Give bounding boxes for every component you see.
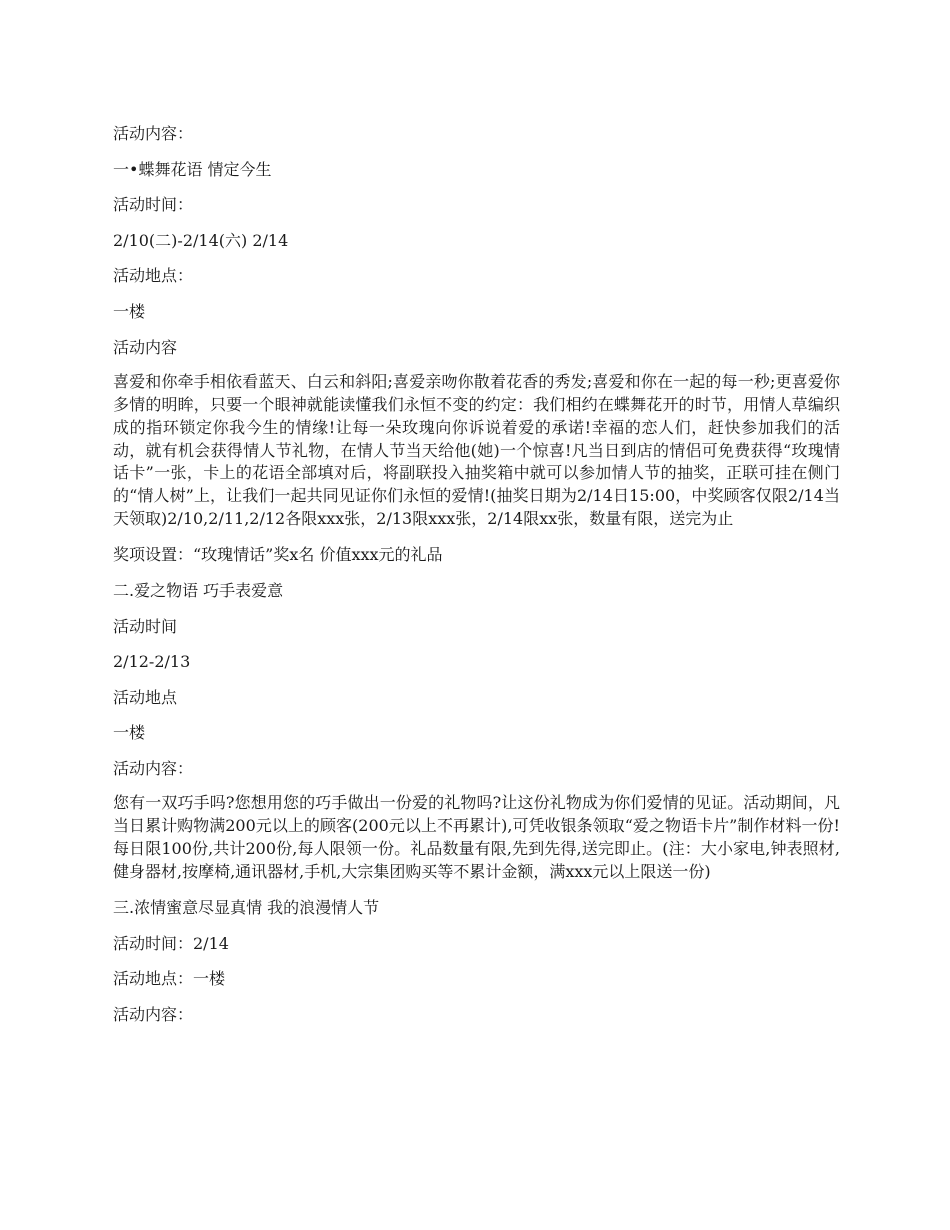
section-label: 活动内容： <box>113 124 194 143</box>
section-heading: 一•蝶舞花语 情定今生 <box>113 159 272 179</box>
field-line: 活动地点：一楼 <box>113 969 226 989</box>
field-value: 一楼 <box>113 723 146 743</box>
section-heading: 二.爱之物语 巧手表爱意 <box>113 580 284 600</box>
field-line: 活动时间：2/14 <box>113 933 229 953</box>
prize-setting: 奖项设置：“玫瑰情话”奖x名 价值xxx元的礼品 <box>113 545 443 565</box>
section-heading: 三.浓情蜜意尽显真情 我的浪漫情人节 <box>113 898 380 918</box>
field-label: 活动时间： <box>113 195 194 215</box>
field-value: 2/10(二)-2/14(六) 2/14 <box>113 230 289 250</box>
field-value: 一楼 <box>113 301 146 321</box>
body-paragraph: 您有一双巧手吗?您想用您的巧手做出一份爱的礼物吗?让这份礼物成为你们爱情的见证。活动期间，凡当日累计购物满200元以上的顾客(200元以上不再累计),可凭收银条领取“爱之物语卡片”制作材料一份!每日限100份,共计200份,每人限领一份。礼品数量有限,先到先得,送完即止。(注：大小家电,钟表照材,健身器材,按摩椅,通讯器材,手机,大宗集团购买等不累计金额，满xxx元以上限送一份) <box>113 793 840 881</box>
document-page <box>113 122 840 1039</box>
field-value: 2/12-2/13 <box>113 652 191 672</box>
field-label: 活动地点： <box>113 266 194 286</box>
field-label: 活动内容： <box>113 758 194 778</box>
body-paragraph: 喜爱和你牵手相依看蓝天、白云和斜阳;喜爱亲吻你散着花香的秀发;喜爱和你在一起的每一秒;更喜爱你多情的明眸，只要一个眼神就能读懂我们永恒不变的约定：我们相约在蝶舞花开的时节，用情人草编织成的指环锁定你我今生的情缘!让每一朵玫瑰向你诉说着爱的承诺!幸福的恋人们，赶快参加我们的活动，就有机会获得情人节礼物，在情人节当天给他(她)一个惊喜!凡当日到店的情侣可免费获得“玫瑰情话卡”一张，卡上的花语全部填对后，将副联投入抽奖箱中就可以参加情人节的抽奖，正联可挂在侧门的“情人树”上，让我们一起共同见证你们永恒的爱情!(抽奖日期为2/14日15:00，中奖顾客仅限2/14当天领取)2/10,2/11,2/12各限xxx张，2/13限xxx张，2/14限xx张，数量有限，送完为止 <box>113 372 840 528</box>
field-label: 活动内容 <box>113 337 178 357</box>
field-label: 活动内容： <box>113 1005 194 1025</box>
field-label: 活动时间 <box>113 616 178 636</box>
field-label: 活动地点 <box>113 687 178 707</box>
